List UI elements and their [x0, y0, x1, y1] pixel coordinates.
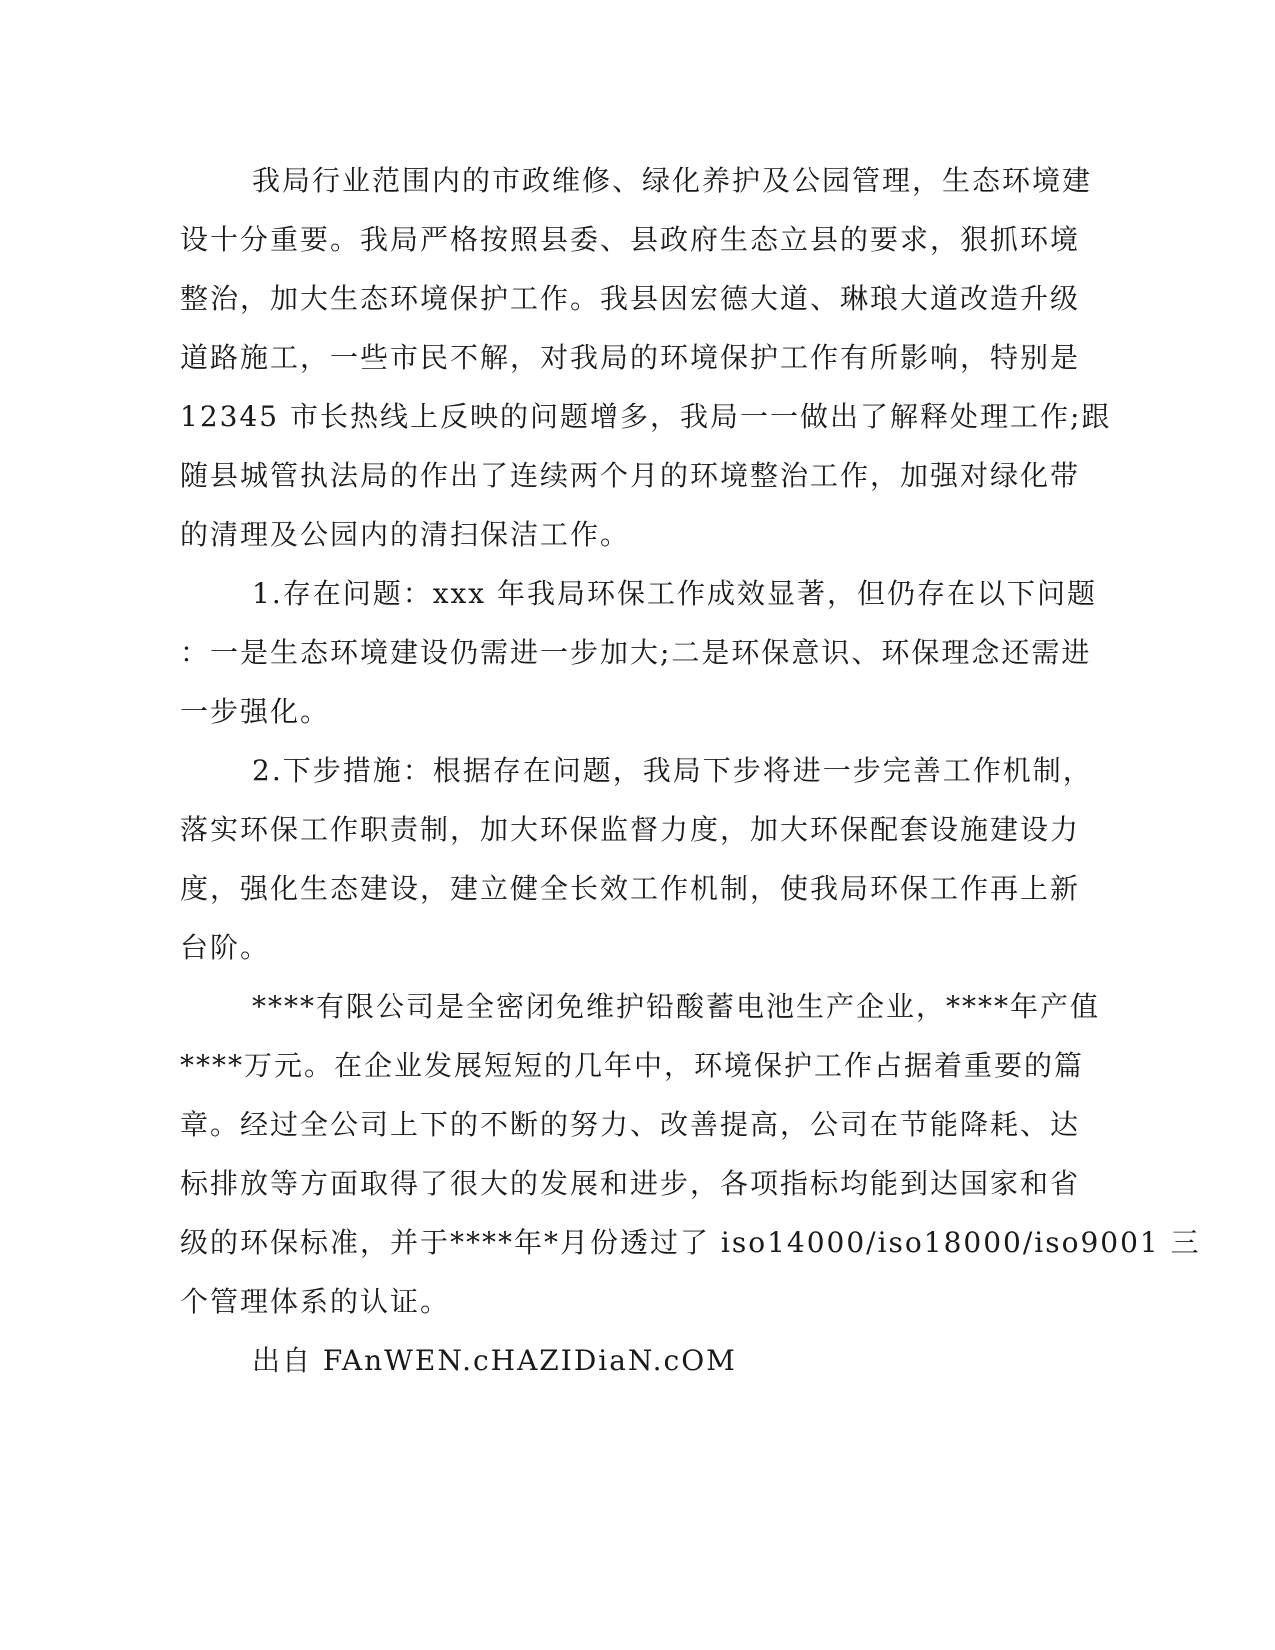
text-line: 2.下步措施：根据存在问题，我局下步将进一步完善工作机制， — [252, 754, 1093, 787]
text-line: 的清理及公园内的清扫保洁工作。 — [180, 518, 631, 551]
text-line: 设十分重要。我局严格按照县委、县政府生态立县的要求，狠抓环境 — [180, 223, 1081, 256]
text-line: 1.存在问题：xxx 年我局环保工作成效显著，但仍存在以下问题 — [252, 577, 1097, 610]
text-line: 我局行业范围内的市政维修、绿化养护及公园管理，生态环境建 — [252, 164, 1093, 197]
text-line: 12345 市长热线上反映的问题增多，我局一一做出了解释处理工作;跟 — [180, 400, 1112, 433]
text-line: 台阶。 — [180, 931, 271, 964]
text-line: 随县城管执法局的作出了连续两个月的环境整治工作，加强对绿化带 — [180, 459, 1081, 492]
text-line: 章。经过全公司上下的不断的努力、改善提高，公司在节能降耗、达 — [180, 1108, 1081, 1141]
text-line: ****有限公司是全密闭免维护铅酸蓄电池生产企业，****年产值 — [252, 990, 1101, 1023]
text-line: ：一是生态环境建设仍需进一步加大;二是环保意识、环保理念还需进 — [180, 636, 1092, 669]
text-line: 个管理体系的认证。 — [180, 1285, 451, 1318]
text-line: 标排放等方面取得了很大的发展和进步，各项指标均能到达国家和省 — [180, 1167, 1081, 1200]
source-line: 出自 FAnWEN.cHAZIDiaN.cOM — [252, 1344, 737, 1377]
text-line: 落实环保工作职责制，加大环保监督力度，加大环保配套设施建设力 — [180, 813, 1081, 846]
text-line: 一步强化。 — [180, 695, 331, 728]
text-line: 道路施工，一些市民不解，对我局的环境保护工作有所影响，特别是 — [180, 341, 1081, 374]
text-line: 级的环保标准，并于****年*月份透过了 iso14000/iso18000/iso9001 三 — [180, 1226, 1201, 1259]
text-line: 整治，加大生态环境保护工作。我县因宏德大道、琳琅大道改造升级 — [180, 282, 1081, 315]
text-line: ****万元。在企业发展短短的几年中，环境保护工作占据着重要的篇 — [180, 1049, 1085, 1082]
text-line: 度，强化生态建设，建立健全长效工作机制，使我局环保工作再上新 — [180, 872, 1081, 905]
